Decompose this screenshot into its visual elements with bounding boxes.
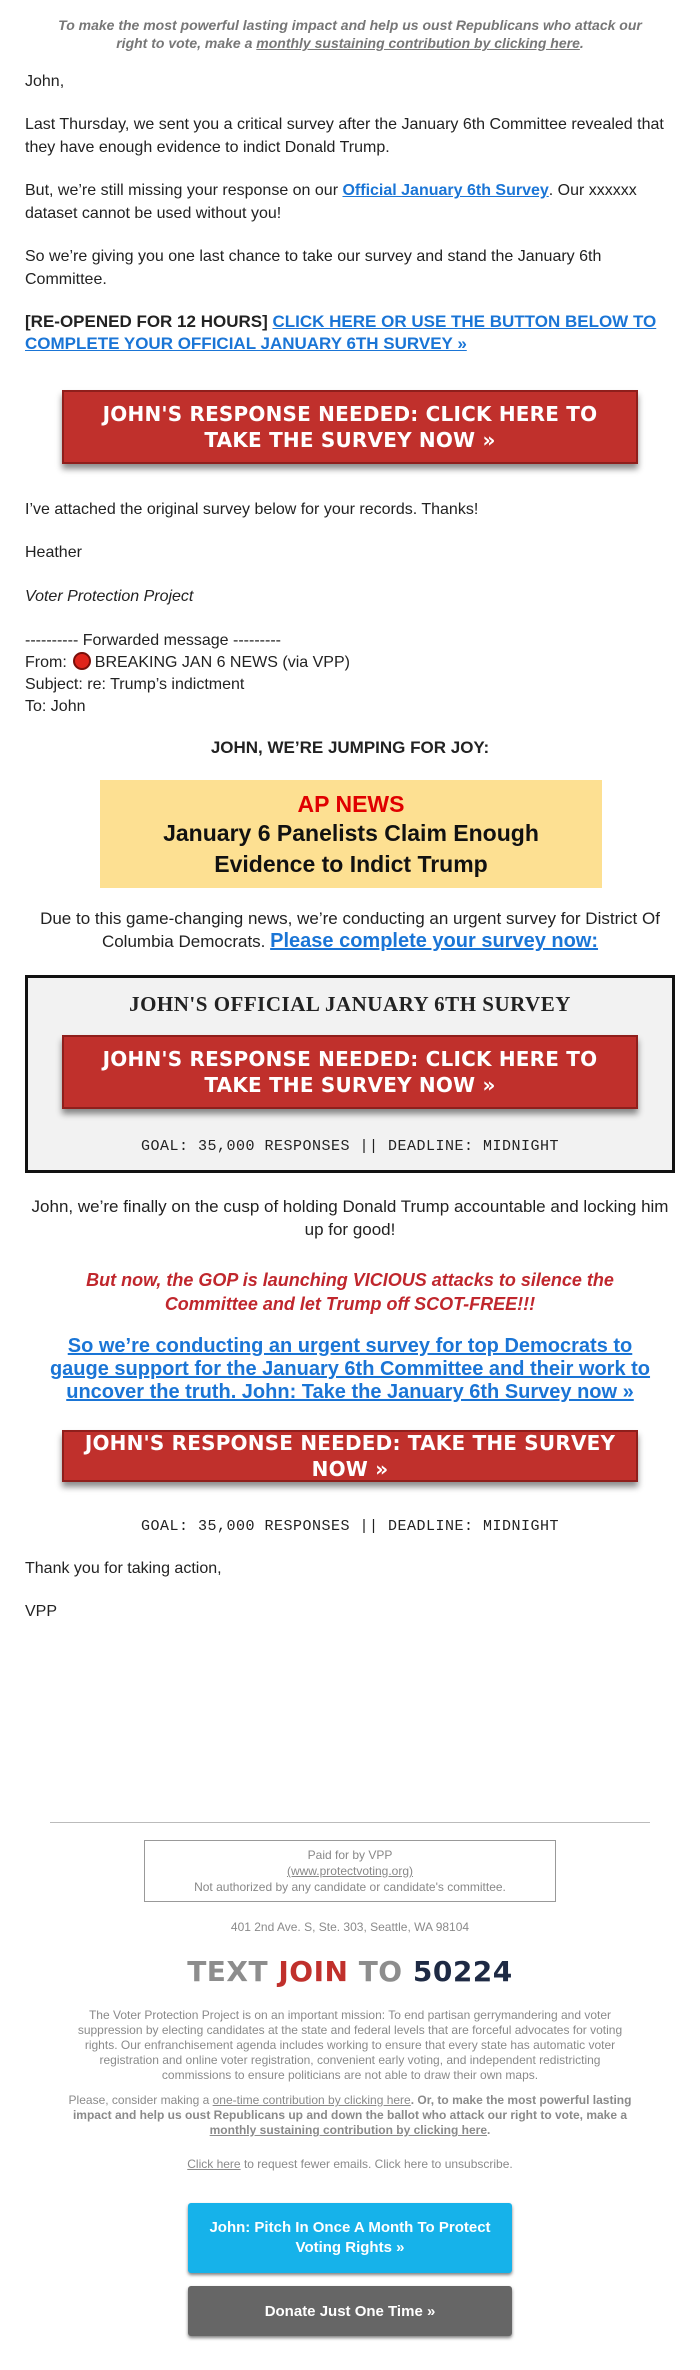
paragraph-missing-response (25, 179, 675, 225)
paragraph-survey-sent: Last Thursday, we sent you a critical survey after the January 6th Committee revealed that they have enough evidence to indict Donald Trump. (25, 116, 664, 156)
paid-line-1: Paid for by VPP (307, 1848, 393, 1862)
forwarded-to: To: John (25, 698, 86, 715)
news-para-text: Due to this game-changing news, we’re conducting an urgent survey for District Of Columbia Democrats. (40, 909, 660, 951)
survey-goal-deadline: GOAL: 35,000 RESPONSES || DEADLINE: MIDNIGHT (140, 1138, 560, 1155)
paid-website-link[interactable]: (www.protectvoting.org) (286, 1864, 414, 1878)
top-note-monthly-link[interactable]: monthly sustaining contribution by clicking here (256, 35, 580, 51)
response-needed-button-3[interactable]: JOHN'S RESPONSE NEEDED: TAKE THE SURVEY NOW » (62, 1430, 638, 1482)
footer-consider (58, 2093, 642, 2138)
reopened-survey-link[interactable]: CLICK HERE OR USE THE BUTTON BELOW TO COMPLETE YOUR OFFICIAL JANUARY 6TH SURVEY » (25, 312, 657, 353)
fewer-emails-link[interactable]: Click here (187, 2157, 241, 2171)
to-word: TO (358, 1955, 403, 1988)
goal-deadline-2: GOAL: 35,000 RESPONSES || DEADLINE: MIDNIGHT (140, 1518, 560, 1535)
paid-line-3: Not authorized by any candidate or candidate's committee. (194, 1880, 506, 1894)
para2-text-b: . Our xxxxxx dataset cannot be used without you! (25, 182, 637, 222)
forwarded-message (25, 630, 675, 718)
paragraph-last-chance: So we’re giving you one last chance to take our survey and stand the January 6th Committee. (25, 248, 602, 288)
ap-headline-line-1: January 6 Panelists Claim Enough (163, 820, 539, 846)
cusp-paragraph: John, we’re finally on the cusp of holding Donald Trump accountable and locking him up for good! (31, 1197, 669, 1239)
news-paragraph (25, 907, 675, 953)
greeting: John, (25, 73, 65, 90)
text-word: TEXT (187, 1955, 269, 1988)
shortcode-number: 50224 (412, 1955, 513, 1988)
thanks-line: Thank you for taking action, (25, 1560, 222, 1577)
footer-fewer-emails (0, 2157, 700, 2172)
complete-survey-link[interactable]: Please complete your survey now: (270, 930, 599, 952)
top-note-period: . (579, 35, 584, 51)
big-survey-link-wrap (40, 1335, 660, 1404)
official-survey-link[interactable]: Official January 6th Survey (342, 182, 549, 199)
one-time-contribution-link[interactable]: one-time contribution by clicking here (212, 2093, 411, 2107)
signer-name: Heather (25, 544, 82, 561)
ap-headline-line-2: Evidence to Indict Trump (214, 851, 488, 877)
footer-address: 401 2nd Ave. S, Ste. 303, Seattle, WA 98104 (230, 1920, 470, 1934)
para2-text-a: But, we’re still missing your response on our (25, 182, 343, 199)
forwarded-from (25, 652, 675, 674)
reopened-notice (25, 311, 675, 355)
footer-divider (50, 1822, 650, 1823)
gop-attack-text: But now, the GOP is launching VICIOUS attacks to silence the Committee and let Trump off SCOT-FREE!!! (86, 1270, 614, 1314)
consider-text-a: Please, consider making a (68, 2093, 213, 2107)
top-note (50, 16, 650, 52)
ap-news-box[interactable] (100, 780, 602, 888)
org-name-italic: Voter Protection Project (25, 588, 194, 605)
attached-note: I’ve attached the original survey below for your records. Thanks! (25, 501, 479, 518)
fewer-emails-text: to request fewer emails. Click here to unsubscribe. (240, 2157, 513, 2171)
monthly-contribution-link[interactable]: monthly sustaining contribution by clicking here (209, 2123, 487, 2137)
footer-mission: The Voter Protection Project is on an important mission: To end partisan gerrymandering and voter suppression by electing candidates at the state and federal levels that are forceful advocates for voting rights. Our enfranchisement agenda includes working to ensure that every state has automatic voter registration and online voter registration, convenient early voting, and independent redistricting commissions to ensure politicians are not able to draw their own maps. (77, 2008, 623, 2082)
text-join-banner (0, 1955, 700, 1988)
monthly-donation-button[interactable]: John: Pitch In Once A Month To Protect Voting Rights » (188, 2203, 512, 2273)
from-label: From: (25, 654, 67, 671)
consider-text-b: . Or, to make the most powerful lasting impact and help us oust Republicans up and down the ballot who attack our right to vote, make a (72, 2093, 632, 2122)
join-word: JOIN (278, 1955, 349, 1988)
survey-title: JOHN'S OFFICIAL JANUARY 6TH SURVEY (129, 992, 571, 1016)
response-needed-button-1[interactable]: JOHN'S RESPONSE NEEDED: CLICK HERE TO TAKE THE SURVEY NOW » (62, 390, 638, 464)
paid-for-box (144, 1840, 556, 1902)
forwarded-header: ---------- Forwarded message --------- (25, 632, 281, 649)
reopened-label: [RE-OPENED FOR 12 HOURS] (25, 312, 268, 331)
take-survey-big-link[interactable]: So we’re conducting an urgent survey for top Democrats to gauge support for the January 6th Committee and their work to uncover the truth. John: Take the January 6th Survey now » (49, 1335, 651, 1403)
response-needed-button-2[interactable]: JOHN'S RESPONSE NEEDED: CLICK HERE TO TAKE THE SURVEY NOW » (62, 1035, 638, 1109)
from-value: BREAKING JAN 6 NEWS (via VPP) (94, 654, 350, 671)
sign-vpp: VPP (25, 1603, 58, 1620)
jumping-heading: JOHN, WE’RE JUMPING FOR JOY: (210, 738, 490, 757)
ap-news-title: AP NEWS (297, 791, 405, 817)
forwarded-subject: Subject: re: Trump’s indictment (25, 676, 245, 693)
one-time-donation-button[interactable]: Donate Just One Time » (188, 2286, 512, 2336)
top-note-text: To make the most powerful lasting impact and help us oust Republicans who attack our right to vote, make a (58, 17, 642, 51)
red-circle-icon (73, 652, 91, 670)
consider-text-c: . (487, 2123, 491, 2137)
